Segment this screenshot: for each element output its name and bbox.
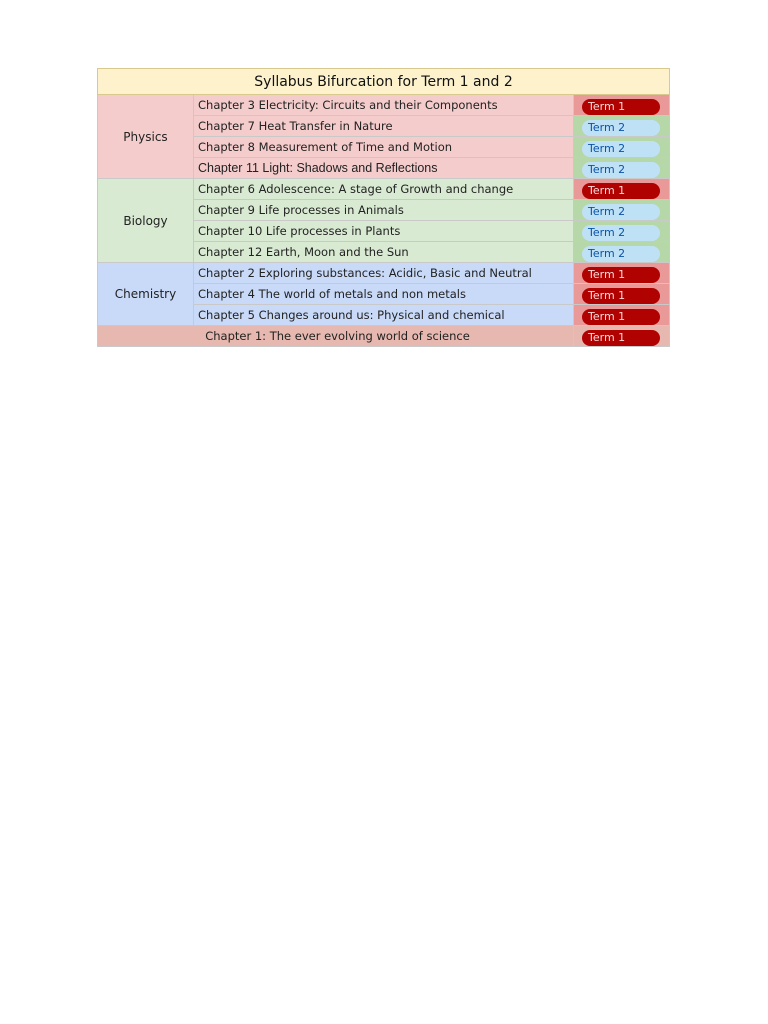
term-badge[interactable]: Term 1 [582, 309, 660, 325]
term-cell [574, 284, 670, 305]
term-badge[interactable]: Term 2 [582, 141, 660, 157]
term-badge[interactable]: Term 1 [582, 267, 660, 283]
syllabus-table [97, 68, 670, 347]
term-cell [574, 200, 670, 221]
term-cell [574, 305, 670, 326]
term-cell [574, 95, 670, 116]
chapter-cell: Chapter 11 Light: Shadows and Reflections [194, 158, 574, 179]
table-row [98, 95, 670, 116]
term-cell [574, 137, 670, 158]
chapter-cell: Chapter 9 Life processes in Animals [194, 200, 574, 221]
term-cell [574, 221, 670, 242]
term-cell [574, 116, 670, 137]
chapter-cell-general: Chapter 1: The ever evolving world of science [98, 326, 574, 347]
term-badge[interactable]: Term 1 [582, 288, 660, 304]
table-row-general [98, 326, 670, 347]
term-cell [574, 326, 670, 347]
title-row [98, 69, 670, 95]
chapter-cell: Chapter 4 The world of metals and non metals [194, 284, 574, 305]
subject-chemistry: Chemistry [98, 263, 194, 326]
chapter-cell: Chapter 6 Adolescence: A stage of Growth and change [194, 179, 574, 200]
table-row [98, 263, 670, 284]
term-badge[interactable]: Term 1 [582, 330, 660, 346]
chapter-cell: Chapter 5 Changes around us: Physical and chemical [194, 305, 574, 326]
subject-biology: Biology [98, 179, 194, 263]
term-badge[interactable]: Term 2 [582, 204, 660, 220]
table-title: Syllabus Bifurcation for Term 1 and 2 [98, 69, 670, 95]
chapter-cell: Chapter 12 Earth, Moon and the Sun [194, 242, 574, 263]
term-badge[interactable]: Term 2 [582, 225, 660, 241]
chapter-cell: Chapter 2 Exploring substances: Acidic, Basic and Neutral [194, 263, 574, 284]
term-badge[interactable]: Term 2 [582, 120, 660, 136]
term-cell [574, 179, 670, 200]
term-cell [574, 158, 670, 179]
chapter-cell: Chapter 7 Heat Transfer in Nature [194, 116, 574, 137]
term-cell [574, 242, 670, 263]
chapter-cell: Chapter 3 Electricity: Circuits and their Components [194, 95, 574, 116]
term-badge[interactable]: Term 2 [582, 162, 660, 178]
subject-physics: Physics [98, 95, 194, 179]
term-badge[interactable]: Term 1 [582, 99, 660, 115]
term-badge[interactable]: Term 2 [582, 246, 660, 262]
chapter-cell: Chapter 8 Measurement of Time and Motion [194, 137, 574, 158]
table-row [98, 179, 670, 200]
chapter-cell: Chapter 10 Life processes in Plants [194, 221, 574, 242]
term-cell [574, 263, 670, 284]
term-badge[interactable]: Term 1 [582, 183, 660, 199]
